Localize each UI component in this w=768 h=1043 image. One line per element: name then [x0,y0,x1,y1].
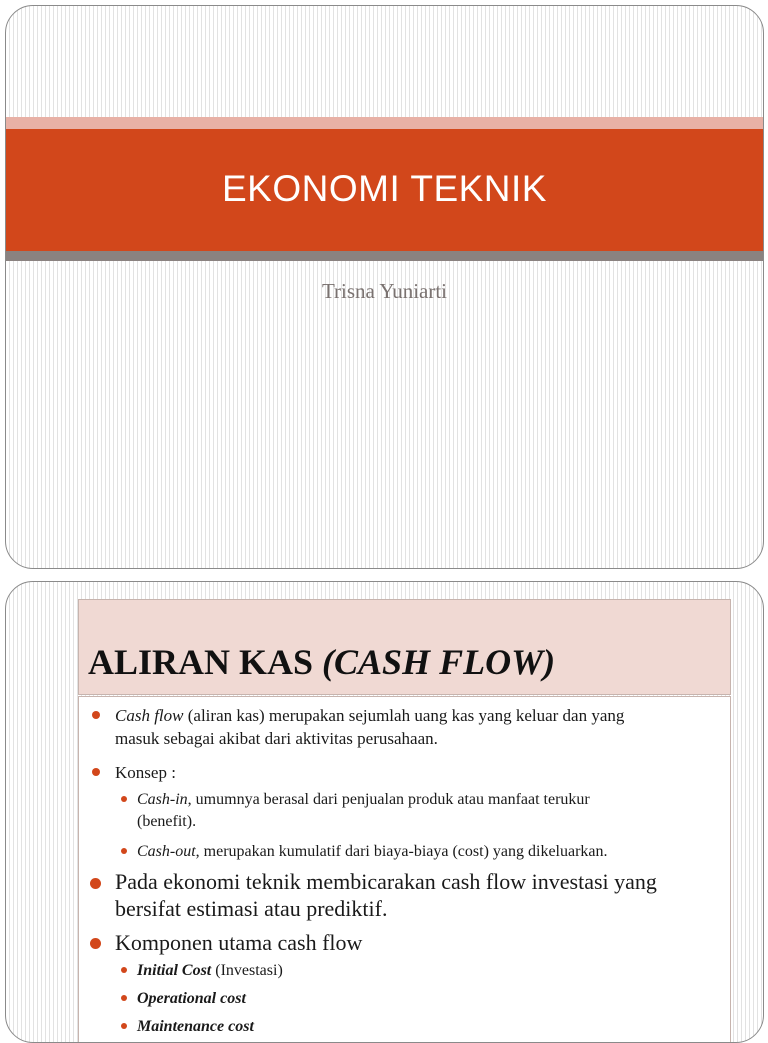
term-maintenance-cost: Maintenance cost [137,1018,254,1035]
bullet-line: (benefit). [137,813,197,830]
heading-main: ALIRAN KAS [88,642,323,682]
bullet-text: , merupakan kumulatif dari biaya-biaya (cost) yang dikeluarkan. [195,843,608,860]
sub-bullet-dot [121,967,127,973]
sub-bullet-initial-cost [137,960,283,982]
heading-italic: (CASH FLOW) [322,642,556,682]
slide-heading [88,640,555,684]
sub-bullet-dot [121,796,127,802]
bullet-line [137,789,590,811]
author-name: Trisna Yuniarti [321,279,448,303]
slide-title [5,5,764,569]
sub-bullet-operational-cost [137,988,246,1010]
term-cash-flow: Cash flow [115,706,184,725]
bullet-dot [90,938,101,949]
bullet-text: , umumnya berasal dari penjualan produk atau manfaat terukur [187,791,590,808]
bullet-dot [90,878,101,889]
bullet-line: masuk sebagai akibat dari aktivitas perusahaan. [115,729,438,748]
deck-title: EKONOMI TEKNIK [222,168,547,209]
bullet-line: Pada ekonomi teknik membicarakan cash flow investasi yang [115,869,657,894]
grey-accent-strip [6,251,763,261]
slide-content-box [78,696,731,1043]
bullet-dot [92,711,100,719]
bullet-komponen: Komponen utama cash flow [115,930,363,955]
bullet-estimasi [115,868,657,922]
bullet-line: bersifat estimasi atau prediktif. [115,896,388,921]
sub-bullet-dot [121,848,127,854]
sub-bullet-cash-out [137,841,608,863]
bullet-text: (Investasi) [211,962,283,979]
sub-bullet-cash-in [137,789,590,833]
pink-accent-strip [6,117,763,129]
bullet-text: (aliran kas) merupakan sejumlah uang kas yang keluar dan yang [183,706,625,725]
bullet-dot [92,768,100,776]
sub-bullet-maintenance-cost [137,1016,254,1038]
term-cash-in: Cash-in [137,791,188,808]
term-initial-cost: Initial Cost [137,962,212,979]
slide-cash-flow [5,581,764,1043]
term-operational-cost: Operational cost [137,990,246,1007]
bullet-konsep: Konsep : [115,763,176,782]
sub-bullet-dot [121,995,127,1001]
bullet-line [115,704,624,727]
term-cash-out: Cash-out [137,843,196,860]
bullet-cash-flow-def [115,704,624,750]
slide-header-box [78,599,731,695]
